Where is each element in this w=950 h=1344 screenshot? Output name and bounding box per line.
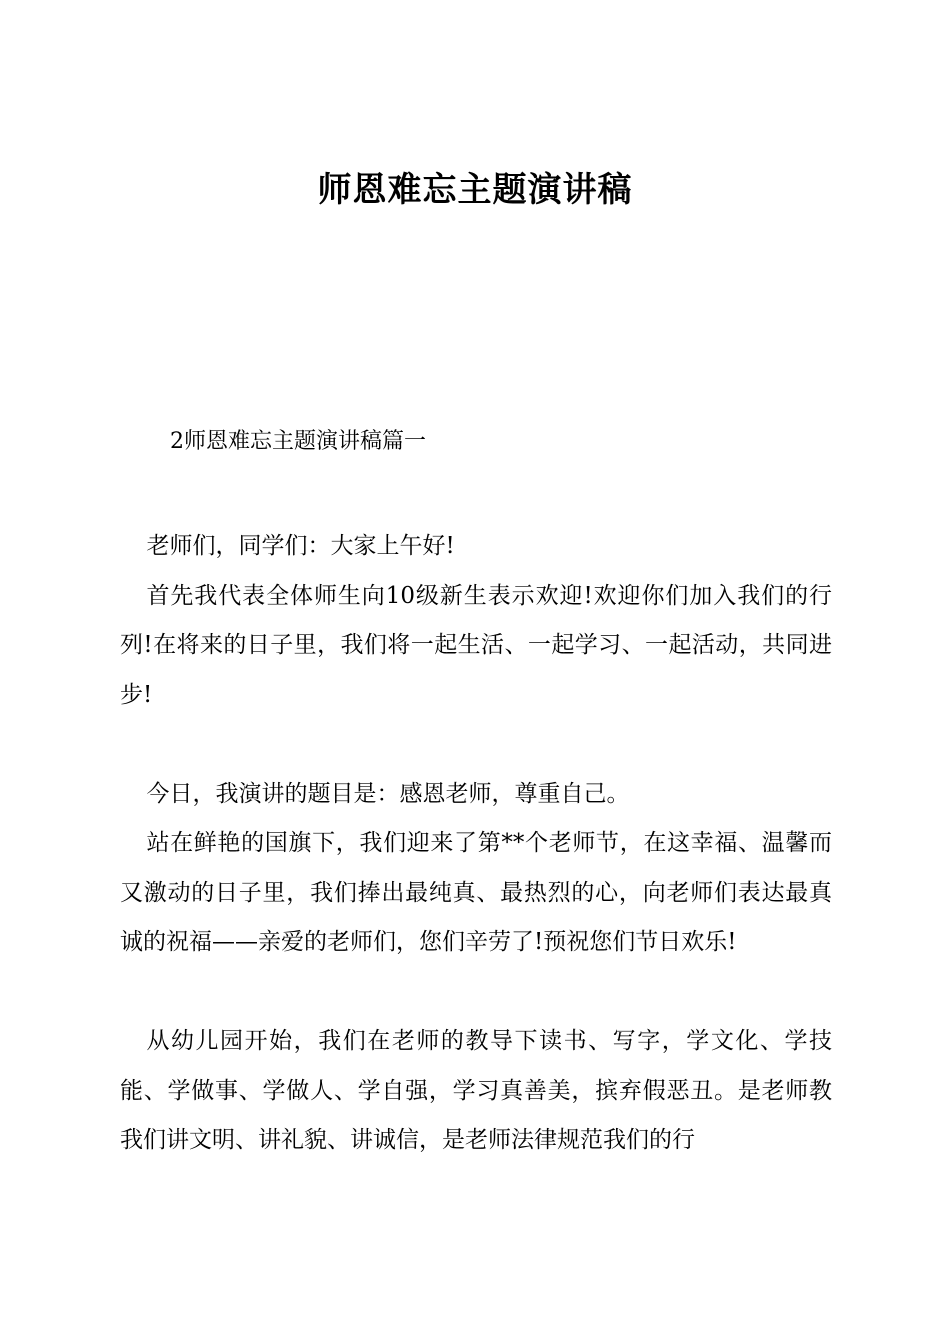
paragraph-teachers-day: 站在鲜艳的国旗下，我们迎来了第**个老师节，在这幸福、温馨而又激动的日子里，我们捧出最纯真、最热烈的心，向老师们表达最真诚的祝福——亲爱的老师们，您们辛劳了!预祝您们节日欢乐! bbox=[120, 830, 832, 955]
document-title: 师恩难忘主题演讲稿 bbox=[317, 169, 633, 210]
section-heading: 2师恩难忘主题演讲稿篇一 bbox=[170, 429, 426, 454]
paragraph-kindergarten: 从幼儿园开始，我们在老师的教导下读书、写字，学文化、学技能、学做事、学做人、学自强，学习真善美，摈弃假恶丑。是老师教我们讲文明、讲礼貌、讲诚信，是老师法律规范我们的行 bbox=[120, 1028, 832, 1153]
paragraph-topic: 今日，我演讲的题目是：感恩老师，尊重自己。 bbox=[146, 780, 630, 807]
paragraph-greeting: 老师们，同学们：大家上午好! bbox=[146, 533, 455, 559]
paragraph-welcome: 首先我代表全体师生向10级新生表示欢迎!欢迎你们加入我们的行列!在将来的日子里，我们将一起生活、一起学习、一起活动，共同进步! bbox=[120, 582, 832, 708]
document-body bbox=[120, 522, 832, 1166]
